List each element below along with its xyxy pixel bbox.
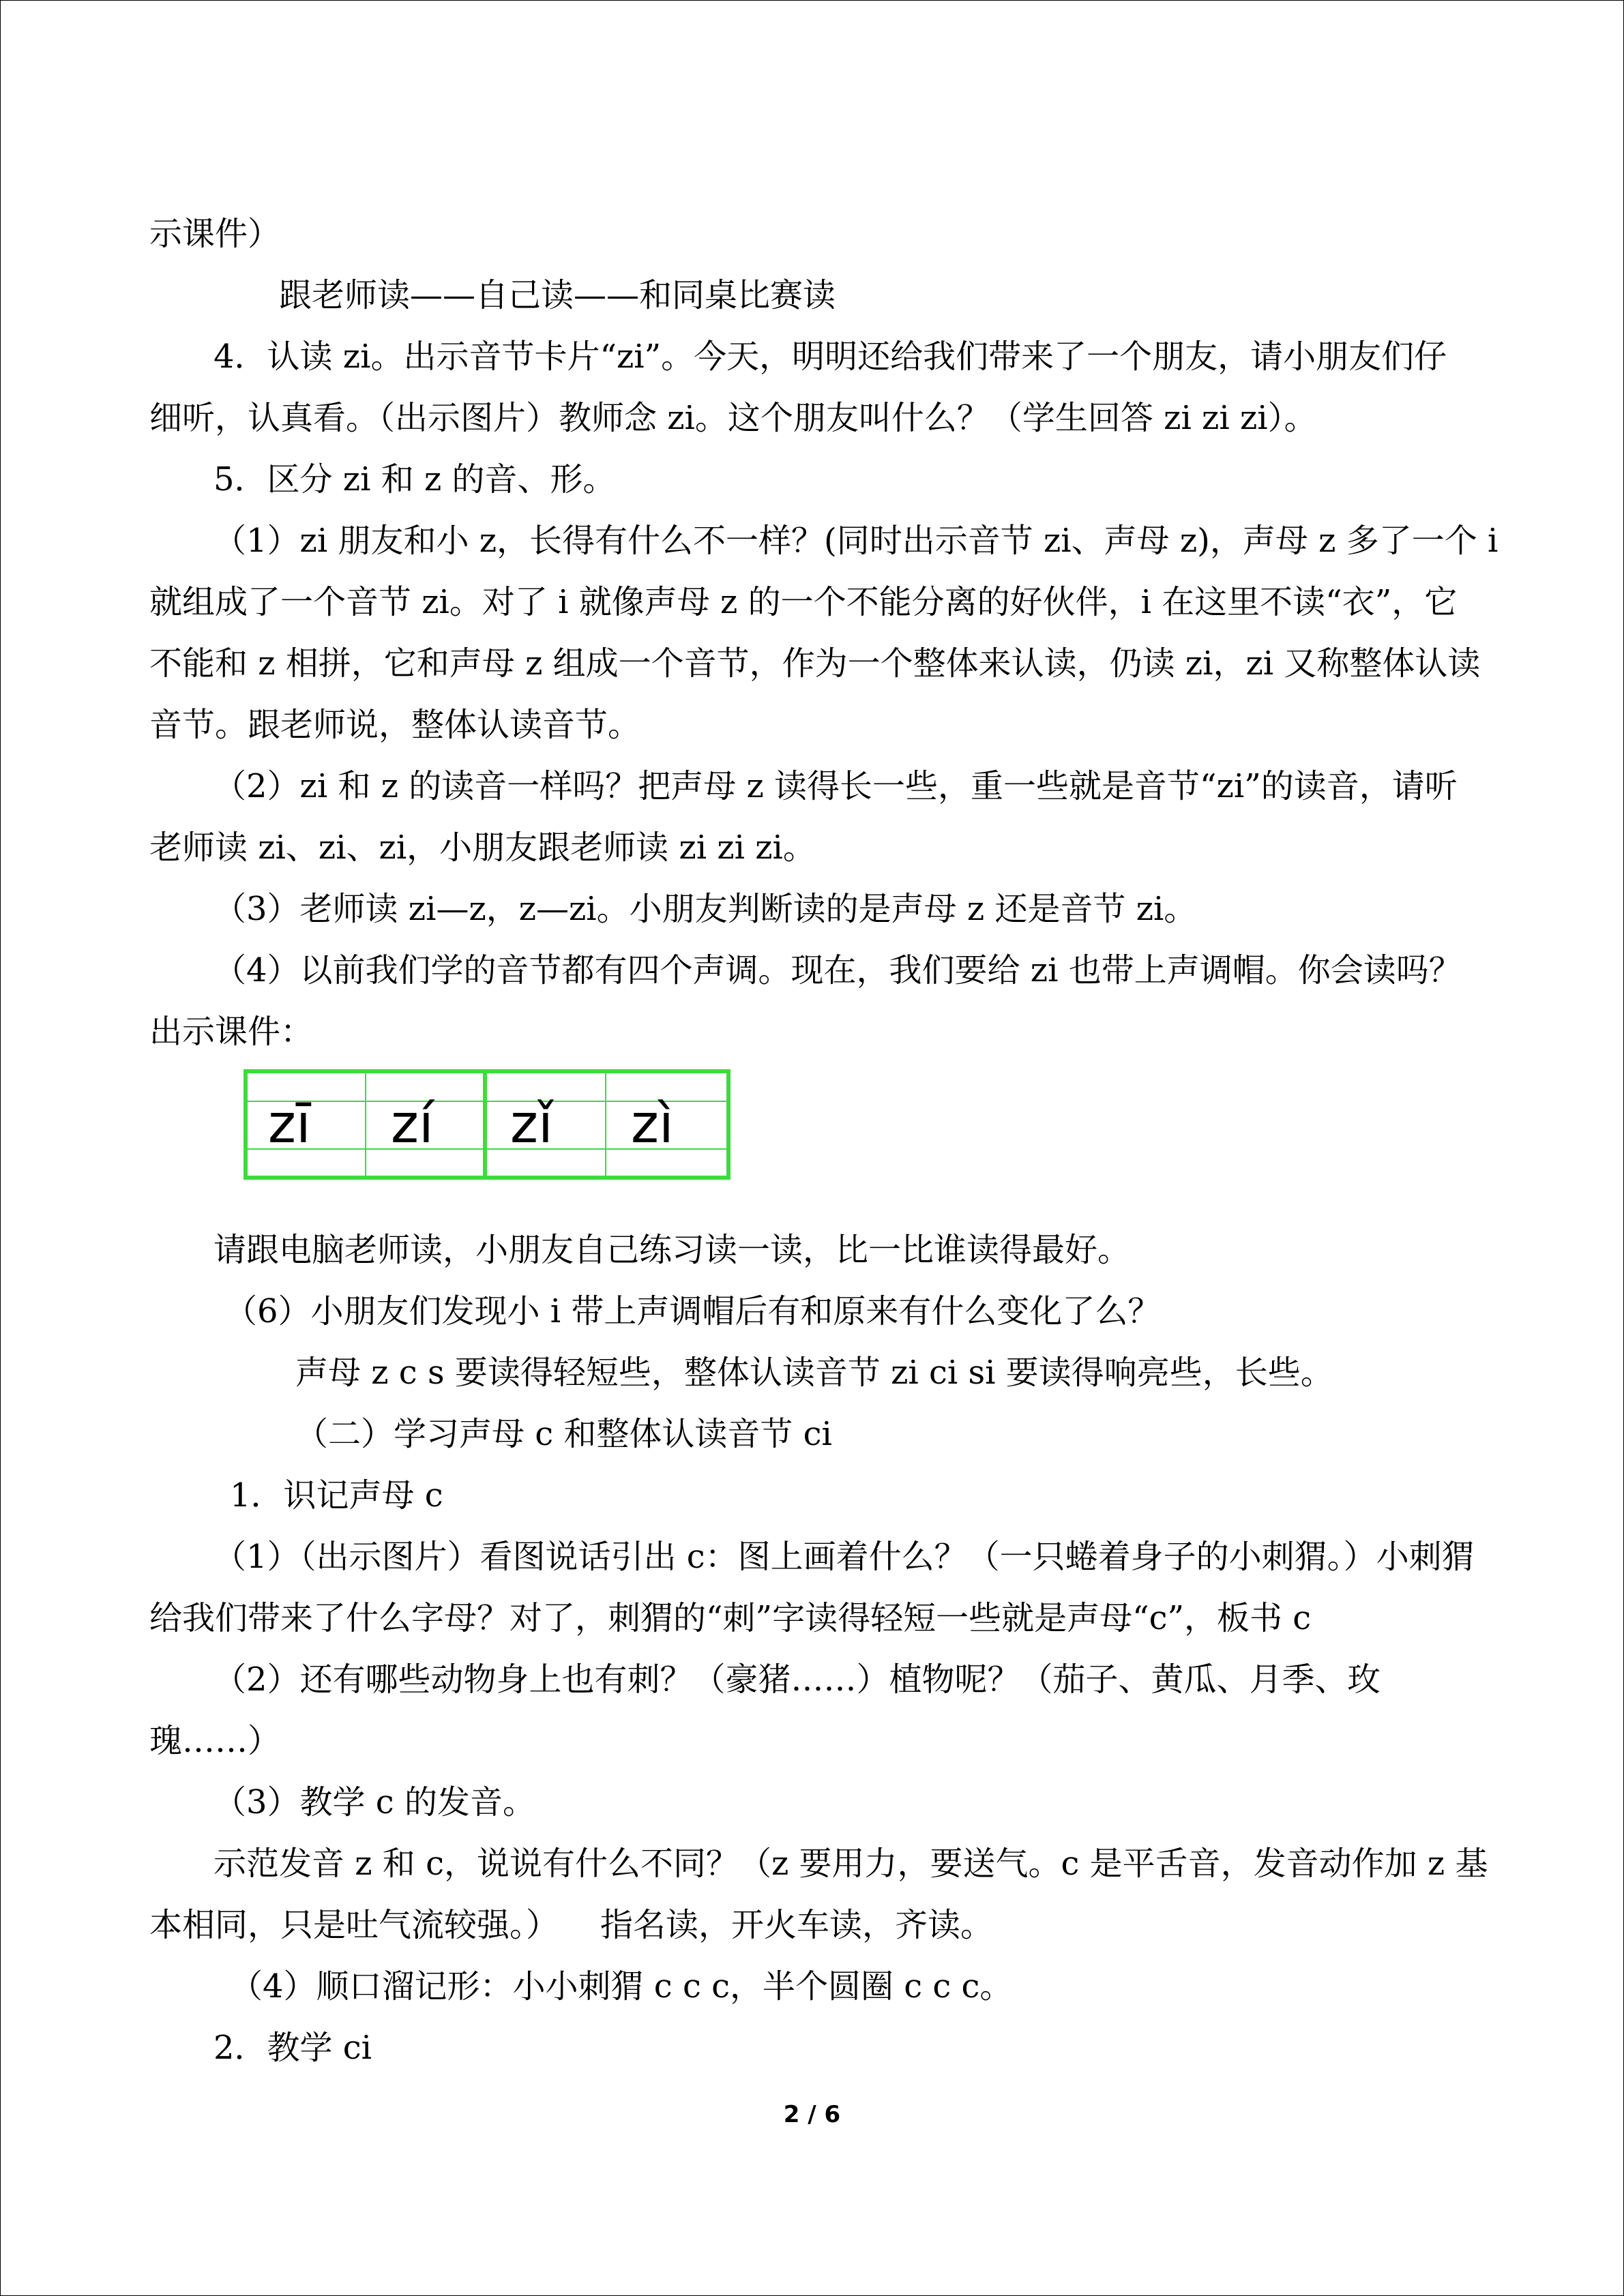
text-line: 示课件） — [149, 215, 281, 253]
text-line: （6）小朋友们发现小 i 带上声调帽后有和原来有什么变化了么？ — [224, 1292, 1161, 1330]
page-number: 2 / 6 — [783, 2101, 841, 2128]
text-line: 瑰……） — [149, 1722, 281, 1760]
text-line: （4）顺口溜记形：小小刺猬 c c c，半个圆圈 c c c。 — [230, 1967, 1013, 2006]
text-line: 5．区分 zi 和 z 的音、形。 — [213, 460, 616, 498]
text-line: （4）以前我们学的音节都有四个声调。现在，我们要给 zi 也带上声调帽。你会读吗？ — [213, 951, 1462, 989]
text-line: （1）（出示图片）看图说话引出 c：图上画着什么？（一只蜷着身子的小刺猬。）小刺猬 — [213, 1538, 1475, 1576]
text-line: 音节。跟老师说，整体认读音节。 — [149, 706, 641, 744]
text-line: 老师读 zi、zi、zi，小朋友跟老师读 zi zi zi。 — [149, 829, 816, 867]
text-line: 就组成了一个音节 zi。对了 i 就像声母 z 的一个不能分离的好伙伴，i 在这里不读“衣”，它 — [149, 583, 1458, 621]
text-line: 本相同，只是吐气流较强。） 指名读，开火车读，齐读。 — [149, 1906, 994, 1944]
text-line: （3）教学 c 的发音。 — [213, 1783, 535, 1821]
pinyin-syllable: zí — [391, 1094, 434, 1155]
text-line: 请跟电脑老师读，小朋友自己练习读一读，比一比谁读得最好。 — [213, 1231, 1131, 1269]
text-line: 出示课件： — [149, 1013, 314, 1051]
text-line: 2．教学 ci — [213, 2029, 372, 2067]
text-line: 细听，认真看。（出示图片）教师念 zi。这个朋友叫什么？（学生回答 zi zi zi）。 — [149, 399, 1317, 437]
pinyin-syllable: zǐ — [510, 1094, 553, 1155]
text-line: 示范发音 z 和 c，说说有什么不同？（z 要用力，要送气。c 是平舌音，发音动作加 z 基 — [213, 1845, 1488, 1883]
pinyin-tone-grid — [243, 1069, 730, 1180]
text-line: 1．识记声母 c — [230, 1476, 443, 1515]
text-line: 不能和 z 相拼，它和声母 z 组成一个音节，作为一个整体来认读，仍读 zi，zi 又称整体认读 — [149, 644, 1481, 683]
text-line: （2）zi 和 z 的读音一样吗？把声母 z 读得长一些，重一些就是音节“zi”的读音，请听 — [213, 767, 1458, 805]
text-line: （3）老师读 zi—z，z—zi。小朋友判断读的是声母 z 还是音节 zi。 — [213, 890, 1197, 928]
pinyin-syllable: zì — [631, 1094, 674, 1155]
text-line: （2）还有哪些动物身上也有刺？（豪猪……）植物呢？（茄子、黄瓜、月季、玫 — [213, 1660, 1381, 1699]
text-line: 声母 z c s 要读得轻短些，整体认读音节 zi ci si 要读得响亮些，长些。 — [295, 1354, 1333, 1392]
text-line: 跟老师读——自己读——和同桌比赛读 — [279, 276, 836, 314]
text-line: 给我们带来了什么字母？对了，刺猬的“刺”字读得轻短一些就是声母“c”，板书 c — [149, 1599, 1312, 1637]
text-line: 4．认读 zi。出示音节卡片“zi”。今天，明明还给我们带来了一个朋友，请小朋友们仔 — [213, 338, 1447, 376]
text-line: （二）学习声母 c 和整体认读音节 ci — [295, 1415, 832, 1453]
pinyin-syllable: zī — [268, 1094, 311, 1155]
text-line: （1）zi 朋友和小 z，长得有什么不一样？(同时出示音节 zi、声母 z)，声母 z 多了一个 i — [213, 522, 1498, 560]
